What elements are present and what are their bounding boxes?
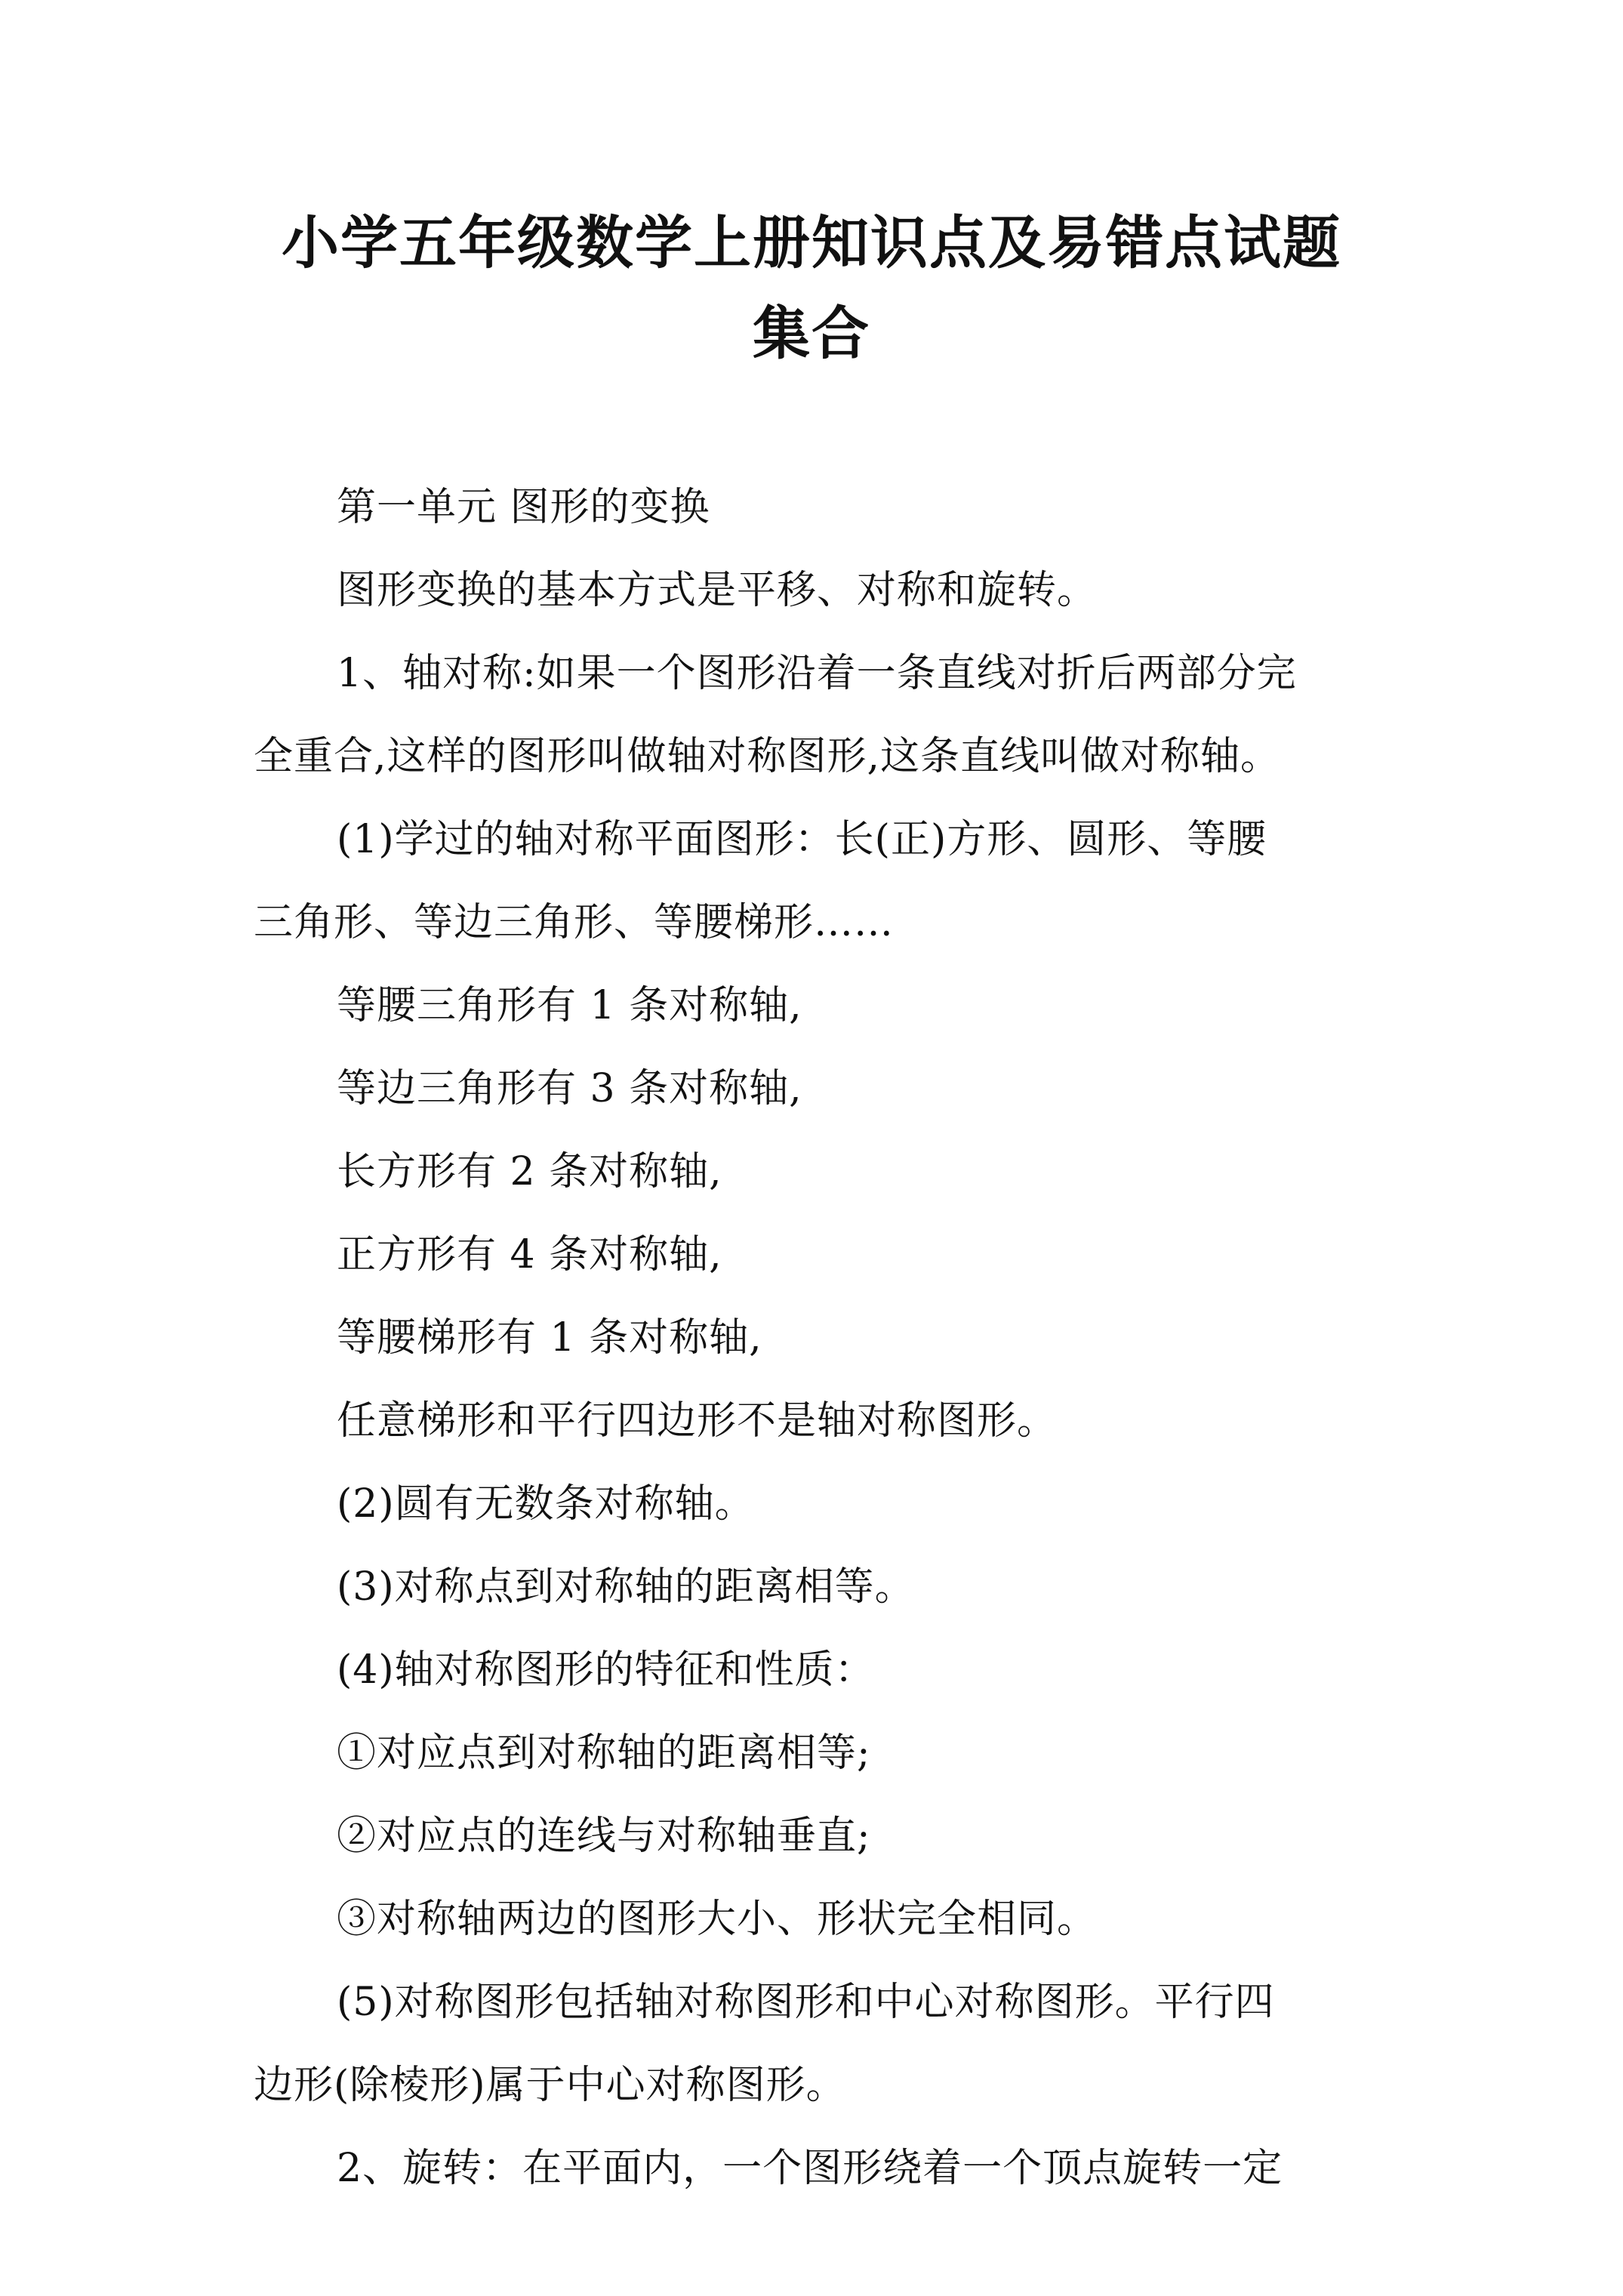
paragraph-line: 等边三角形有 3 条对称轴, xyxy=(337,1066,802,1111)
paragraph-line: (2)圆有无数条对称轴。 xyxy=(337,1481,755,1527)
section-heading: 第一单元 图形的变换 xyxy=(337,485,710,530)
document-title xyxy=(226,198,1397,379)
paragraph-line: 全重合,这样的图形叫做轴对称图形,这条直线叫做对称轴。 xyxy=(254,734,1281,779)
document-body xyxy=(254,466,1386,2210)
paragraph-line: 正方形有 4 条对称轴, xyxy=(337,1232,722,1277)
paragraph-line: (4)轴对称图形的特征和性质： xyxy=(337,1647,875,1693)
paragraph-line: 等腰梯形有 1 条对称轴, xyxy=(337,1315,762,1361)
paragraph-line: ②对应点的连线与对称轴垂直; xyxy=(337,1814,871,1859)
paragraph-line: 三角形、等边三角形、等腰梯形…… xyxy=(254,900,895,945)
paragraph-line: 等腰三角形有 1 条对称轴, xyxy=(337,983,802,1028)
paragraph-line: 长方形有 2 条对称轴, xyxy=(337,1149,722,1194)
paragraph-line: 边形(除棱形)属于中心对称图形。 xyxy=(254,2063,846,2108)
paragraph-line: ③对称轴两边的图形大小、形状完全相同。 xyxy=(337,1897,1098,1942)
paragraph-line: (1)学过的轴对称平面图形：长(正)方形、圆形、等腰 xyxy=(337,817,1267,862)
paragraph-line: (3)对称点到对称轴的距离相等。 xyxy=(337,1564,915,1610)
paragraph-line: 1、轴对称:如果一个图形沿着一条直线对折后两部分完 xyxy=(337,651,1297,696)
paragraph-line: (5)对称图形包括轴对称图形和中心对称图形。平行四 xyxy=(337,1980,1275,2025)
title-line-2: 集合 xyxy=(753,300,870,367)
paragraph-line: 图形变换的基本方式是平移、对称和旋转。 xyxy=(337,568,1098,613)
paragraph-line: 任意梯形和平行四边形不是轴对称图形。 xyxy=(337,1398,1058,1444)
paragraph-line: 2、旋转：在平面内，一个图形绕着一个顶点旋转一定 xyxy=(337,2146,1283,2191)
paragraph-line: ①对应点到对称轴的距离相等; xyxy=(337,1730,871,1776)
title-line-1: 小学五年级数学上册知识点及易错点试题 xyxy=(282,209,1341,276)
